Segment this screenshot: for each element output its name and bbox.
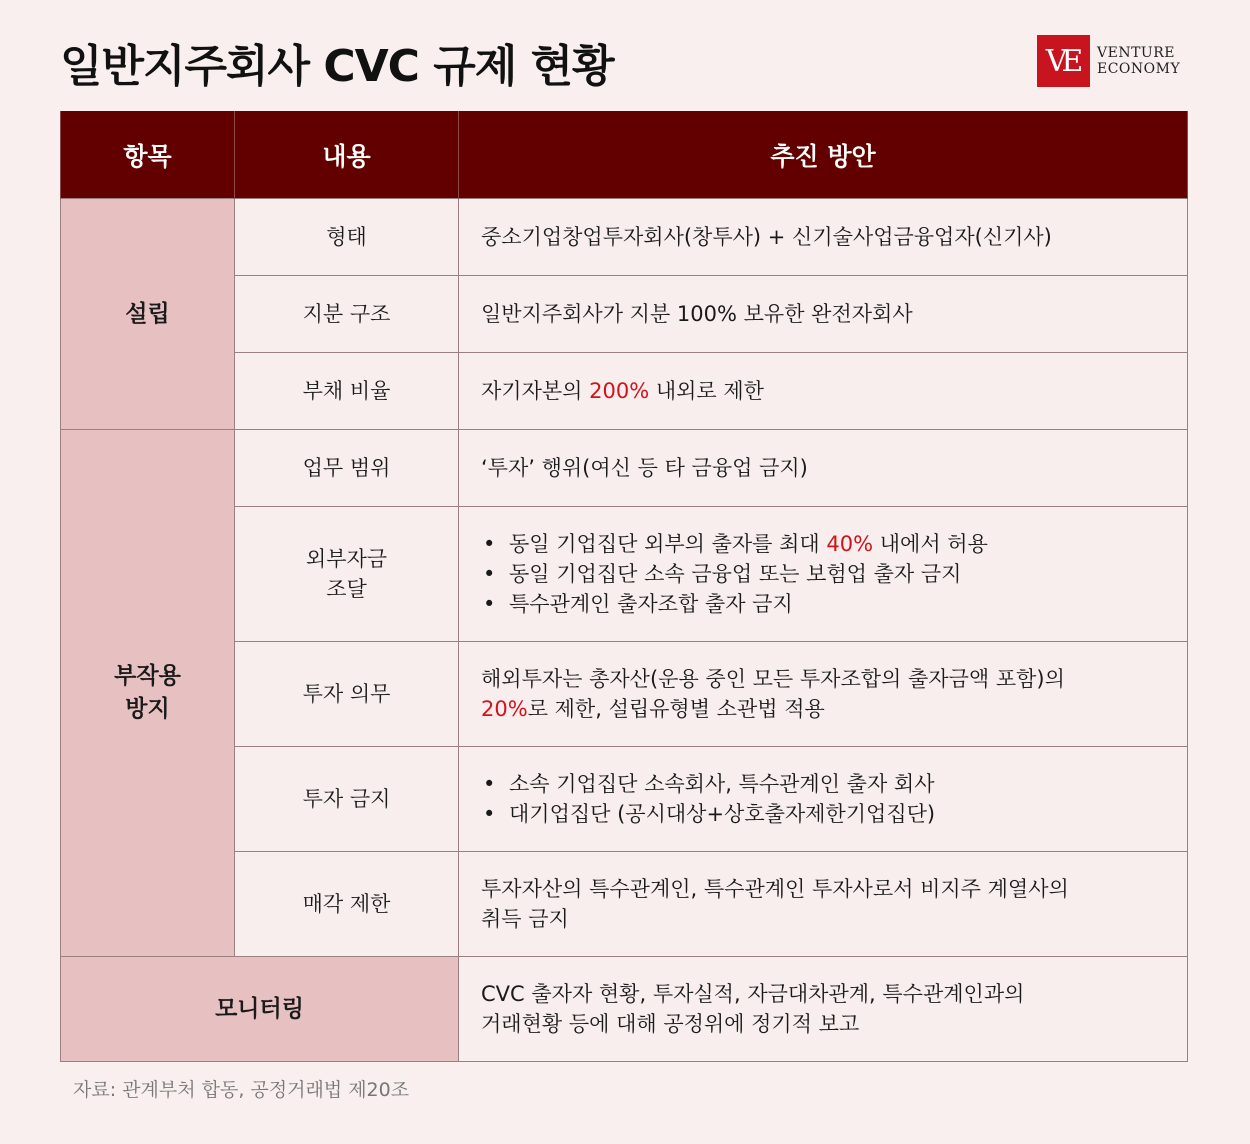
item-cell: 부채 비율 bbox=[235, 353, 459, 430]
venture-economy-logo bbox=[1037, 35, 1180, 87]
plan-text: 자기자본의 bbox=[481, 379, 590, 403]
page-title: 일반지주회사 CVC 규제 현황 bbox=[60, 41, 614, 92]
plan-cell: 중소기업창업투자회사(창투사) + 신기술사업금융업자(신기사) bbox=[459, 199, 1188, 276]
highlight-value: 200% bbox=[589, 379, 650, 403]
bullet-item: • 특수관계인 출자조합 출자 금지 bbox=[481, 589, 1171, 619]
plan-cell: ‘투자’ 행위(여신 등 타 금융업 금지) bbox=[459, 430, 1188, 507]
plan-cell bbox=[459, 852, 1188, 957]
item-cell: 지분 구조 bbox=[235, 276, 459, 353]
bullet-item bbox=[481, 529, 1171, 559]
plan-text: 로 제한, 설립유형별 소관법 적용 bbox=[527, 697, 825, 721]
logo-text-line2: ECONOMY bbox=[1097, 61, 1181, 77]
bullet-item: • 동일 기업집단 소속 금융업 또는 보험업 출자 금지 bbox=[481, 559, 1171, 589]
plan-line2 bbox=[481, 694, 1171, 724]
table-row bbox=[61, 957, 1188, 1062]
item-cell: 업무 범위 bbox=[235, 430, 459, 507]
item-cell: 투자 의무 bbox=[235, 642, 459, 747]
item-cell: 매각 제한 bbox=[235, 852, 459, 957]
category-establishment: 설립 bbox=[61, 199, 235, 430]
item-cell: 투자 금지 bbox=[235, 747, 459, 852]
logo-text bbox=[1097, 45, 1180, 77]
plan-line2: 취득 금지 bbox=[481, 907, 569, 931]
plan-line1: CVC 출자자 현황, 투자실적, 자금대차관계, 특수관계인과의 bbox=[481, 982, 1025, 1006]
item-line2: 조달 bbox=[326, 577, 367, 601]
item-line1: 외부자금 bbox=[305, 547, 388, 571]
plan-cell bbox=[459, 747, 1188, 852]
table-row bbox=[61, 199, 1188, 276]
header-content: 내용 bbox=[235, 111, 459, 199]
highlight-value: 40% bbox=[826, 532, 874, 556]
plan-text: 내외로 제한 bbox=[649, 379, 764, 403]
logo-mark: VE bbox=[1037, 35, 1090, 87]
table-header-row bbox=[61, 111, 1188, 199]
table-row bbox=[61, 430, 1188, 507]
bullet-list bbox=[481, 529, 1171, 619]
plan-cell bbox=[459, 957, 1188, 1062]
item-cell bbox=[235, 507, 459, 642]
item-cell: 형태 bbox=[235, 199, 459, 276]
plan-cell bbox=[459, 642, 1188, 747]
plan-line1: 투자자산의 특수관계인, 특수관계인 투자사로서 비지주 계열사의 bbox=[481, 877, 1069, 901]
category-monitoring: 모니터링 bbox=[61, 957, 459, 1062]
bullet-list bbox=[481, 769, 1171, 829]
plan-text: 내에서 허용 bbox=[873, 532, 988, 556]
plan-cell bbox=[459, 353, 1188, 430]
bullet-item: • 대기업집단 (공시대상+상호출자제한기업집단) bbox=[481, 799, 1171, 829]
plan-cell bbox=[459, 507, 1188, 642]
category-label-line2: 방지 bbox=[125, 696, 170, 722]
plan-line2: 거래현황 등에 대해 공정위에 정기적 보고 bbox=[481, 1012, 860, 1036]
plan-cell: 일반지주회사가 지분 100% 보유한 완전자회사 bbox=[459, 276, 1188, 353]
header-item: 항목 bbox=[61, 111, 235, 199]
category-side-effect-prevention bbox=[61, 430, 235, 957]
bullet-item: • 소속 기업집단 소속회사, 특수관계인 출자 회사 bbox=[481, 769, 1171, 799]
source-note: 자료: 관계부처 합동, 공정거래법 제20조 bbox=[73, 1079, 410, 1101]
category-label-line1: 부작용 bbox=[114, 663, 181, 689]
plan-line1: 해외투자는 총자산(운용 중인 모든 투자조합의 출자금액 포함)의 bbox=[481, 667, 1065, 691]
highlight-value: 20% bbox=[481, 697, 528, 721]
header-plan: 추진 방안 bbox=[459, 111, 1188, 199]
logo-text-line1: VENTURE bbox=[1097, 45, 1175, 61]
plan-text: 동일 기업집단 외부의 출자를 최대 bbox=[509, 532, 827, 556]
regulation-table bbox=[60, 111, 1188, 1062]
